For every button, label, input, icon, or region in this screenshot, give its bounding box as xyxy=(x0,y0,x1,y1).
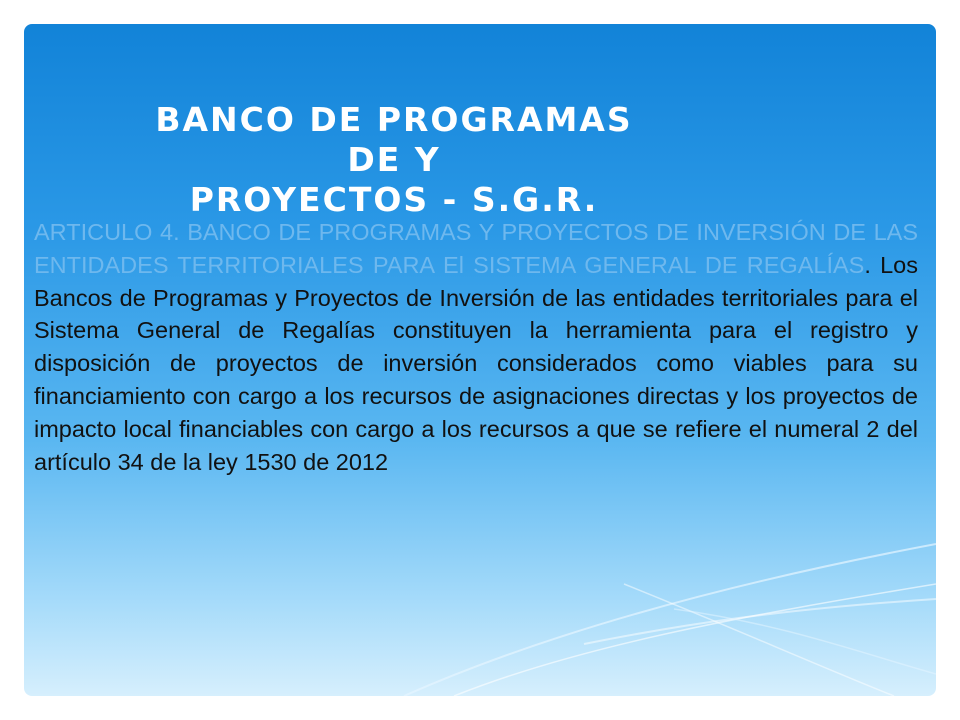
slide-title-line-2: PROYECTOS - S.G.R. xyxy=(189,180,599,219)
article-body: . Los Bancos de Programas y Proyectos de Inversión de las entidades territoriales para el Sistema General de Regalías constituyen la herramienta para el registro y disposición de proyectos de inversión considerados como viables para su financiamiento con cargo a los recursos de asignaciones directas y los proyectos de impacto local financiables con cargo a los recursos a que se refiere el numeral 2 del artículo 34 de la ley 1530 de 2012 xyxy=(34,251,918,475)
slide-title-line-1: BANCO DE PROGRAMAS DE Y xyxy=(155,100,633,179)
slide xyxy=(24,24,936,696)
article-heading: ARTICULO 4. BANCO DE PROGRAMAS Y PROYECTOS DE INVERSIÓN DE LAS ENTIDADES TERRITORIALES PARA El SISTEMA GENERAL DE REGALÍAS xyxy=(34,219,918,278)
slide-title xyxy=(124,100,664,220)
article-paragraph xyxy=(34,216,918,478)
